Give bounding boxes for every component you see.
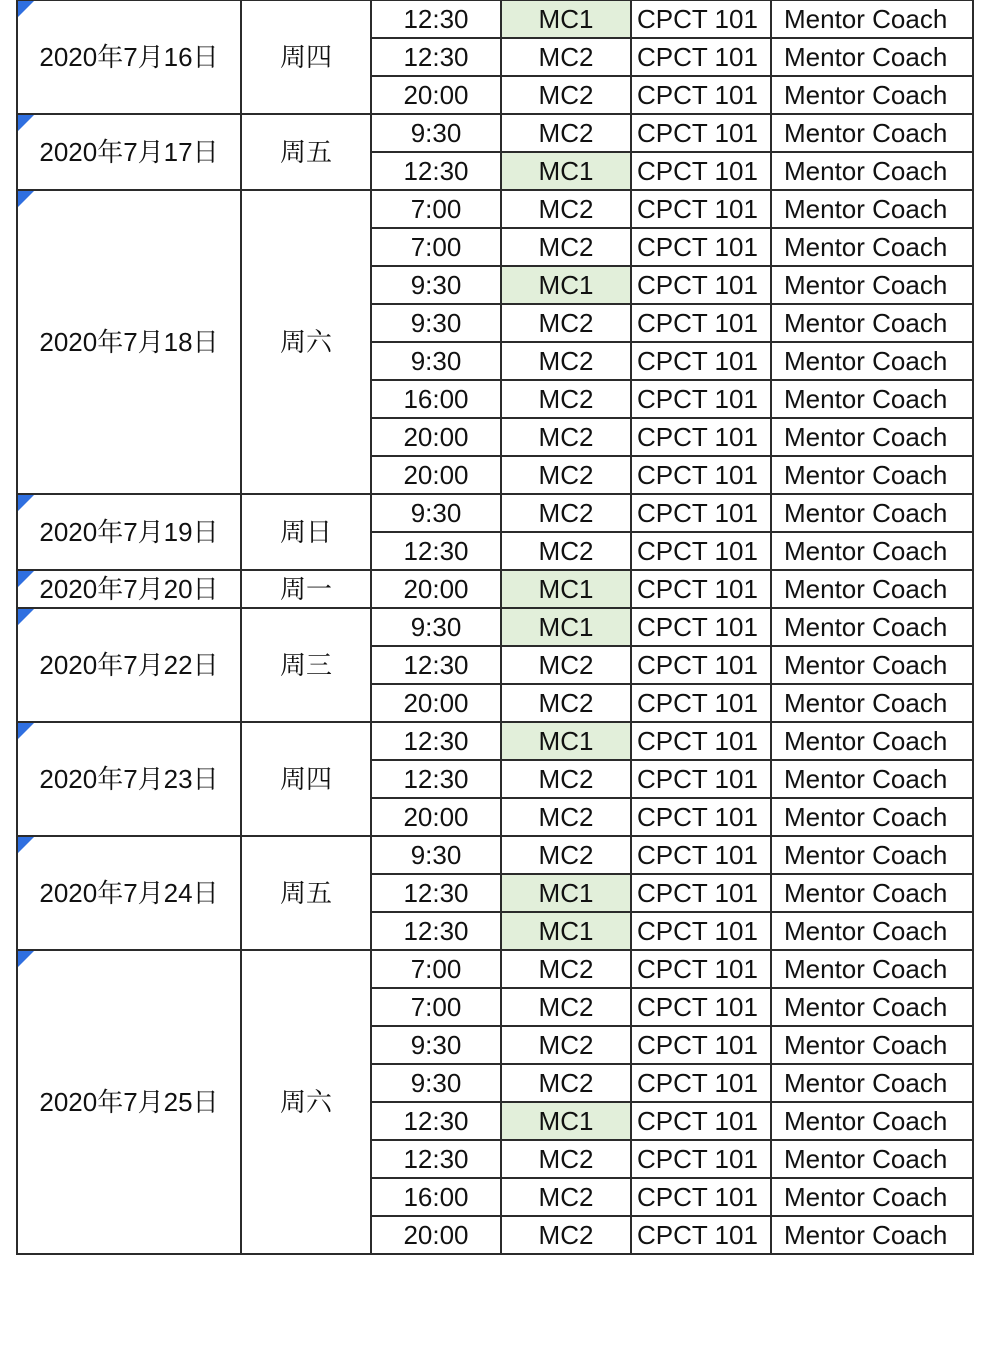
table-row — [17, 722, 973, 760]
course-cell[interactable]: CPCT 101 — [631, 646, 771, 684]
code-cell[interactable]: MC2 — [501, 190, 631, 228]
code-cell[interactable]: MC2 — [501, 836, 631, 874]
code-cell[interactable]: MC2 — [501, 1216, 631, 1254]
course-cell[interactable]: CPCT 101 — [631, 912, 771, 950]
weekday-cell[interactable]: 周三 — [241, 608, 371, 722]
role-cell[interactable]: Mentor Coach — [771, 1102, 973, 1140]
role-cell[interactable]: Mentor Coach — [771, 418, 973, 456]
time-cell[interactable]: 12:30 — [371, 1102, 501, 1140]
table-row — [17, 190, 973, 228]
code-cell[interactable]: MC1 — [501, 874, 631, 912]
date-label: 2020年7月17日 — [39, 137, 219, 167]
time-cell[interactable]: 12:30 — [371, 912, 501, 950]
role-cell[interactable]: Mentor Coach — [771, 0, 973, 38]
time-cell[interactable]: 9:30 — [371, 1026, 501, 1064]
course-cell[interactable]: CPCT 101 — [631, 114, 771, 152]
role-cell[interactable]: Mentor Coach — [771, 684, 973, 722]
course-cell[interactable]: CPCT 101 — [631, 266, 771, 304]
code-cell[interactable]: MC2 — [501, 646, 631, 684]
table-row — [17, 950, 973, 988]
code-cell[interactable]: MC2 — [501, 456, 631, 494]
comment-indicator-icon — [18, 191, 34, 207]
course-cell[interactable]: CPCT 101 — [631, 684, 771, 722]
date-cell[interactable] — [17, 722, 241, 836]
course-cell[interactable]: CPCT 101 — [631, 494, 771, 532]
course-cell[interactable]: CPCT 101 — [631, 1178, 771, 1216]
time-cell[interactable]: 16:00 — [371, 1178, 501, 1216]
time-cell[interactable]: 20:00 — [371, 798, 501, 836]
code-cell[interactable]: MC2 — [501, 684, 631, 722]
comment-indicator-icon — [18, 571, 34, 587]
code-cell[interactable]: MC1 — [501, 1102, 631, 1140]
time-cell[interactable]: 9:30 — [371, 608, 501, 646]
time-cell[interactable]: 7:00 — [371, 228, 501, 266]
time-cell[interactable]: 12:30 — [371, 38, 501, 76]
role-cell[interactable]: Mentor Coach — [771, 1178, 973, 1216]
role-cell[interactable]: Mentor Coach — [771, 1216, 973, 1254]
code-cell[interactable]: MC2 — [501, 1026, 631, 1064]
time-cell[interactable]: 16:00 — [371, 380, 501, 418]
role-cell[interactable]: Mentor Coach — [771, 722, 973, 760]
date-cell[interactable] — [17, 608, 241, 722]
code-cell[interactable]: MC2 — [501, 1064, 631, 1102]
role-cell[interactable]: Mentor Coach — [771, 114, 973, 152]
course-cell[interactable]: CPCT 101 — [631, 418, 771, 456]
date-label: 2020年7月19日 — [39, 517, 219, 547]
date-label: 2020年7月16日 — [39, 42, 219, 72]
course-cell[interactable]: CPCT 101 — [631, 342, 771, 380]
weekday-cell[interactable]: 周四 — [241, 722, 371, 836]
code-cell[interactable]: MC2 — [501, 38, 631, 76]
role-cell[interactable]: Mentor Coach — [771, 608, 973, 646]
course-cell[interactable]: CPCT 101 — [631, 836, 771, 874]
date-label: 2020年7月24日 — [39, 878, 219, 908]
code-cell[interactable]: MC2 — [501, 380, 631, 418]
date-label: 2020年7月23日 — [39, 764, 219, 794]
table-row — [17, 494, 973, 532]
role-cell[interactable]: Mentor Coach — [771, 1064, 973, 1102]
time-cell[interactable]: 12:30 — [371, 646, 501, 684]
course-cell[interactable]: CPCT 101 — [631, 760, 771, 798]
comment-indicator-icon — [18, 951, 34, 967]
role-cell[interactable]: Mentor Coach — [771, 874, 973, 912]
code-cell[interactable]: MC2 — [501, 760, 631, 798]
date-cell[interactable] — [17, 0, 241, 114]
comment-indicator-icon — [18, 1, 34, 17]
course-cell[interactable]: CPCT 101 — [631, 874, 771, 912]
table-row — [17, 114, 973, 152]
table-row — [17, 0, 973, 38]
code-cell[interactable]: MC1 — [501, 608, 631, 646]
time-cell[interactable]: 20:00 — [371, 1216, 501, 1254]
role-cell[interactable]: Mentor Coach — [771, 798, 973, 836]
code-cell[interactable]: MC2 — [501, 228, 631, 266]
time-cell[interactable]: 9:30 — [371, 1064, 501, 1102]
code-cell[interactable]: MC2 — [501, 798, 631, 836]
role-cell[interactable]: Mentor Coach — [771, 266, 973, 304]
date-cell[interactable] — [17, 836, 241, 950]
code-cell[interactable]: MC2 — [501, 1178, 631, 1216]
course-cell[interactable]: CPCT 101 — [631, 722, 771, 760]
role-cell[interactable]: Mentor Coach — [771, 836, 973, 874]
weekday-cell[interactable]: 周五 — [241, 836, 371, 950]
time-cell[interactable]: 20:00 — [371, 684, 501, 722]
code-cell[interactable]: MC2 — [501, 342, 631, 380]
date-cell[interactable] — [17, 570, 241, 608]
date-cell[interactable] — [17, 494, 241, 570]
schedule-table-body — [17, 0, 973, 1254]
course-cell[interactable]: CPCT 101 — [631, 988, 771, 1026]
role-cell[interactable]: Mentor Coach — [771, 988, 973, 1026]
comment-indicator-icon — [18, 609, 34, 625]
date-label: 2020年7月22日 — [39, 650, 219, 680]
time-cell[interactable]: 7:00 — [371, 988, 501, 1026]
course-cell[interactable]: CPCT 101 — [631, 0, 771, 38]
comment-indicator-icon — [18, 837, 34, 853]
time-cell[interactable]: 9:30 — [371, 266, 501, 304]
time-cell[interactable]: 12:30 — [371, 532, 501, 570]
course-cell[interactable]: CPCT 101 — [631, 608, 771, 646]
time-cell[interactable]: 12:30 — [371, 874, 501, 912]
code-cell[interactable]: MC2 — [501, 950, 631, 988]
code-cell[interactable]: MC2 — [501, 114, 631, 152]
course-cell[interactable]: CPCT 101 — [631, 532, 771, 570]
role-cell[interactable]: Mentor Coach — [771, 190, 973, 228]
comment-indicator-icon — [18, 495, 34, 511]
weekday-cell[interactable]: 周一 — [241, 570, 371, 608]
role-cell[interactable]: Mentor Coach — [771, 38, 973, 76]
code-cell[interactable]: MC1 — [501, 152, 631, 190]
time-cell[interactable]: 9:30 — [371, 836, 501, 874]
code-cell[interactable]: MC2 — [501, 988, 631, 1026]
code-cell[interactable]: MC2 — [501, 76, 631, 114]
comment-indicator-icon — [18, 723, 34, 739]
code-cell[interactable]: MC2 — [501, 494, 631, 532]
time-cell[interactable]: 12:30 — [371, 152, 501, 190]
course-cell[interactable]: CPCT 101 — [631, 38, 771, 76]
role-cell[interactable]: Mentor Coach — [771, 456, 973, 494]
date-cell[interactable] — [17, 190, 241, 494]
role-cell[interactable]: Mentor Coach — [771, 760, 973, 798]
time-cell[interactable]: 9:30 — [371, 494, 501, 532]
role-cell[interactable]: Mentor Coach — [771, 152, 973, 190]
table-row — [17, 608, 973, 646]
weekday-cell[interactable]: 周六 — [241, 950, 371, 1254]
code-cell[interactable]: MC2 — [501, 532, 631, 570]
role-cell[interactable]: Mentor Coach — [771, 532, 973, 570]
code-cell[interactable]: MC2 — [501, 304, 631, 342]
weekday-cell[interactable]: 周日 — [241, 494, 371, 570]
role-cell[interactable]: Mentor Coach — [771, 1026, 973, 1064]
code-cell[interactable]: MC2 — [501, 418, 631, 456]
date-cell[interactable] — [17, 950, 241, 1254]
code-cell[interactable]: MC1 — [501, 0, 631, 38]
course-cell[interactable]: CPCT 101 — [631, 380, 771, 418]
table-row — [17, 570, 973, 608]
code-cell[interactable]: MC2 — [501, 1140, 631, 1178]
role-cell[interactable]: Mentor Coach — [771, 304, 973, 342]
time-cell[interactable]: 7:00 — [371, 190, 501, 228]
time-cell[interactable]: 9:30 — [371, 304, 501, 342]
weekday-cell[interactable]: 周六 — [241, 190, 371, 494]
role-cell[interactable]: Mentor Coach — [771, 342, 973, 380]
time-cell[interactable]: 20:00 — [371, 76, 501, 114]
schedule-table — [16, 0, 974, 1255]
role-cell[interactable]: Mentor Coach — [771, 494, 973, 532]
course-cell[interactable]: CPCT 101 — [631, 456, 771, 494]
role-cell[interactable]: Mentor Coach — [771, 912, 973, 950]
course-cell[interactable]: CPCT 101 — [631, 1064, 771, 1102]
course-cell[interactable]: CPCT 101 — [631, 570, 771, 608]
role-cell[interactable]: Mentor Coach — [771, 1140, 973, 1178]
time-cell[interactable]: 20:00 — [371, 418, 501, 456]
date-label: 2020年7月25日 — [39, 1087, 219, 1117]
code-cell[interactable]: MC1 — [501, 570, 631, 608]
time-cell[interactable]: 12:30 — [371, 722, 501, 760]
course-cell[interactable]: CPCT 101 — [631, 152, 771, 190]
time-cell[interactable]: 12:30 — [371, 760, 501, 798]
weekday-cell[interactable]: 周四 — [241, 0, 371, 114]
course-cell[interactable]: CPCT 101 — [631, 190, 771, 228]
role-cell[interactable]: Mentor Coach — [771, 950, 973, 988]
role-cell[interactable]: Mentor Coach — [771, 228, 973, 266]
date-cell[interactable] — [17, 114, 241, 190]
date-label: 2020年7月18日 — [39, 327, 219, 357]
course-cell[interactable]: CPCT 101 — [631, 304, 771, 342]
code-cell[interactable]: MC1 — [501, 266, 631, 304]
time-cell[interactable]: 12:30 — [371, 0, 501, 38]
role-cell[interactable]: Mentor Coach — [771, 646, 973, 684]
course-cell[interactable]: CPCT 101 — [631, 1140, 771, 1178]
course-cell[interactable]: CPCT 101 — [631, 1216, 771, 1254]
time-cell[interactable]: 20:00 — [371, 456, 501, 494]
date-label: 2020年7月20日 — [39, 574, 219, 604]
role-cell[interactable]: Mentor Coach — [771, 76, 973, 114]
role-cell[interactable]: Mentor Coach — [771, 570, 973, 608]
time-cell[interactable]: 7:00 — [371, 950, 501, 988]
time-cell[interactable]: 20:00 — [371, 570, 501, 608]
weekday-cell[interactable]: 周五 — [241, 114, 371, 190]
time-cell[interactable]: 9:30 — [371, 342, 501, 380]
course-cell[interactable]: CPCT 101 — [631, 228, 771, 266]
course-cell[interactable]: CPCT 101 — [631, 1026, 771, 1064]
table-row — [17, 836, 973, 874]
comment-indicator-icon — [18, 115, 34, 131]
course-cell[interactable]: CPCT 101 — [631, 76, 771, 114]
course-cell[interactable]: CPCT 101 — [631, 1102, 771, 1140]
code-cell[interactable]: MC1 — [501, 912, 631, 950]
time-cell[interactable]: 12:30 — [371, 1140, 501, 1178]
course-cell[interactable]: CPCT 101 — [631, 950, 771, 988]
role-cell[interactable]: Mentor Coach — [771, 380, 973, 418]
course-cell[interactable]: CPCT 101 — [631, 798, 771, 836]
code-cell[interactable]: MC1 — [501, 722, 631, 760]
time-cell[interactable]: 9:30 — [371, 114, 501, 152]
